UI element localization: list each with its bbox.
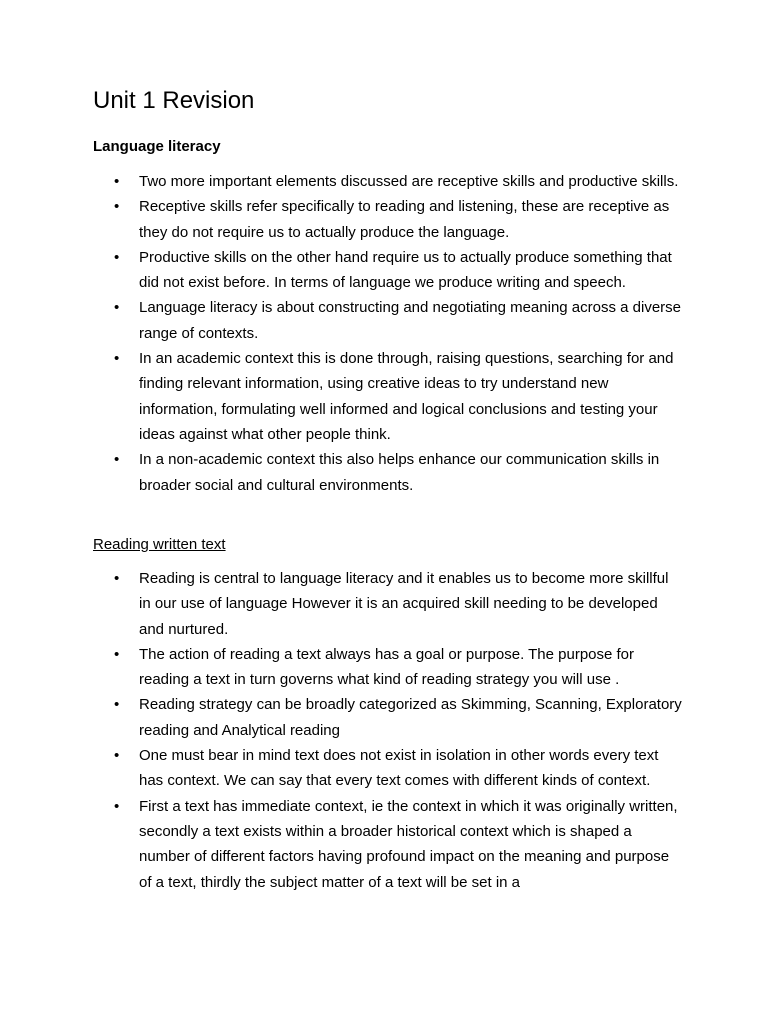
list-item-text: Language literacy is about constructing and negotiating meaning across a diverse range of contexts. <box>139 299 682 342</box>
bullet-icon: • <box>114 696 120 714</box>
list-item <box>0 169 684 194</box>
bullet-icon: • <box>114 173 120 190</box>
list-item <box>0 743 684 794</box>
list-item-text: Productive skills on the other hand require us to actually produce something that did not exist before. In terms of language we produce writing and speech. <box>139 248 672 292</box>
list-item-text: Receptive skills refer specifically to reading and listening, these are receptive as they do not require us to actually produce the language. <box>139 198 670 241</box>
list-item-text: One must bear in mind text does not exist in isolation in other words every text has context. We can say that every text comes with different kinds of context. <box>139 747 659 790</box>
list-item <box>0 346 684 447</box>
bullet-icon: • <box>114 248 120 266</box>
list-item <box>0 692 684 743</box>
list-item-text: Reading is central to language literacy and it enables us to become more skillful in our use of language However it is an acquired skill needing to be developed and nurtured. <box>139 570 669 638</box>
list-item-text: Reading strategy can be broadly categorized as Skimming, Scanning, Exploratory reading and Analytical reading <box>139 696 682 739</box>
bullet-icon: • <box>114 797 120 815</box>
bullet-list-language-literacy <box>0 169 768 498</box>
list-item-text: First a text has immediate context, ie the context in which it was originally written, secondly a text exists within a broader historical context which is shaped a number of different factors having profound impact on the meaning and purpose of a text, thirdly the subject matter of a text will be set in a <box>139 797 678 891</box>
bullet-icon: • <box>114 645 120 663</box>
section-heading-language-literacy: Language literacy <box>93 138 221 155</box>
page-title: Unit 1 Revision <box>93 87 255 114</box>
bullet-icon: • <box>114 451 120 469</box>
list-item-text: Two more important elements discussed are receptive skills and productive skills. <box>139 173 679 190</box>
bullet-icon: • <box>114 570 120 587</box>
list-item <box>0 295 684 346</box>
bullet-icon: • <box>114 198 120 216</box>
list-item-text: In a non-academic context this also helps enhance our communication skills in broader social and cultural environments. <box>139 451 660 494</box>
bullet-icon: • <box>114 747 120 765</box>
bullet-icon: • <box>114 350 120 368</box>
bullet-icon: • <box>114 299 120 317</box>
list-item <box>0 194 684 245</box>
list-item <box>0 642 684 693</box>
list-item <box>0 447 684 498</box>
list-item <box>0 794 684 895</box>
section-heading-reading-written-text: Reading written text <box>93 536 226 553</box>
list-item-text: The action of reading a text always has a goal or purpose. The purpose for reading a text in turn governs what kind of reading strategy you will use . <box>139 645 635 689</box>
bullet-list-reading-written-text <box>0 566 768 895</box>
list-item <box>0 566 684 642</box>
list-item-text: In an academic context this is done through, raising questions, searching for and finding relevant information, using creative ideas to try understand new information, formulating well informed and logical conclusions and testing your ideas against what other people think. <box>139 350 674 443</box>
list-item <box>0 245 684 296</box>
